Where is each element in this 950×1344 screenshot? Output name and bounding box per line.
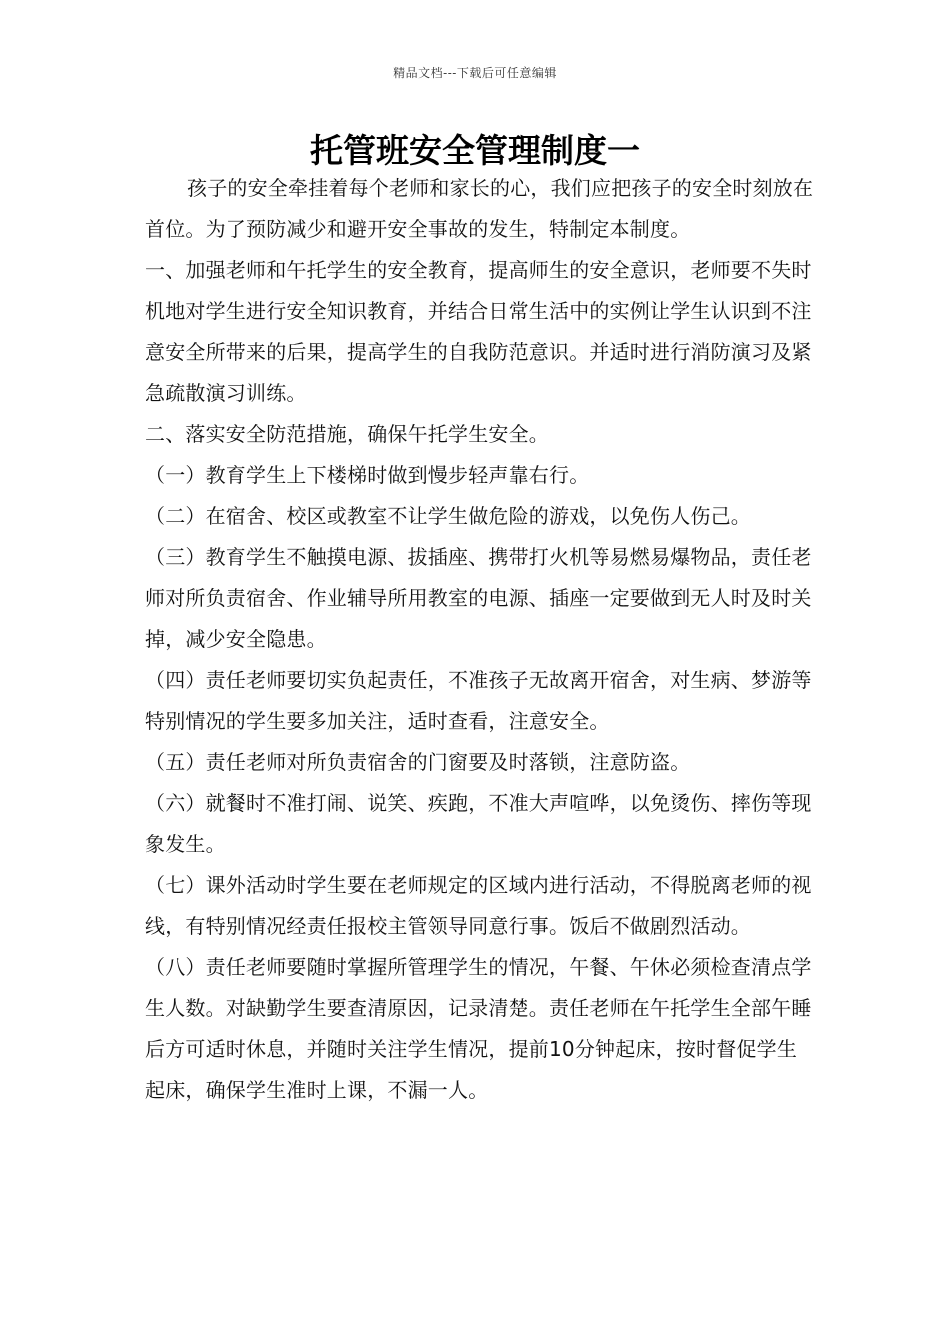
item-five-paragraph: （五）责任老师对所负责宿舍的门窗要及时落锁，注意防盗。 <box>145 750 691 774</box>
item-six-paragraph: （六）就餐时不准打闹、说笑、疾跑，不准大声喧哗，以免烫伤、摔伤等现象发生。 <box>145 791 812 856</box>
page-header-note: 精品文档---下载后可任意编辑 <box>393 66 557 80</box>
item-one-paragraph: （一）教育学生上下楼梯时做到慢步轻声靠右行。 <box>145 463 590 487</box>
item-three-paragraph: （三）教育学生不触摸电源、拔插座、携带打火机等易燃易爆物品，责任老师对所负责宿舍、作业辅导所用教室的电源、插座一定要做到无人时及时关掉，减少安全隐患。 <box>145 545 812 651</box>
item-eight-paragraph: （八）责任老师要随时掌握所管理学生的情况，午餐、午休必须检查清点学生人数。对缺勤学生要查清原因，记录清楚。责任老师在午托学生全部午睡后方可适时休息，并随时关注学生情况，提前10分钟起床，按时督促学生起床，确保学生准时上课，不漏一人。 <box>145 955 812 1102</box>
item-two-paragraph: （二）在宿舍、校区或教室不让学生做危险的游戏，以免伤人伤己。 <box>145 504 751 528</box>
intro-paragraph: 孩子的安全牵挂着每个老师和家长的心，我们应把孩子的安全时刻放在首位。为了预防减少和避开安全事故的发生，特制定本制度。 <box>145 176 814 241</box>
item-seven-paragraph: （七）课外活动时学生要在老师规定的区域内进行活动，不得脱离老师的视线，有特别情况经责任报校主管领导同意行事。饭后不做剧烈活动。 <box>145 873 812 938</box>
section-one-paragraph: 一、加强老师和午托学生的安全教育，提高师生的安全意识，老师要不失时机地对学生进行安全知识教育，并结合日常生活中的实例让学生认识到不注意安全所带来的后果，提高学生的自我防范意识。并适时进行消防演习及紧急疏散演习训练。 <box>145 258 812 405</box>
item-four-paragraph: （四）责任老师要切实负起责任，不准孩子无故离开宿舍，对生病、梦游等特别情况的学生要多加关注，适时查看，注意安全。 <box>145 668 812 733</box>
document-body <box>145 168 815 1111</box>
section-two-heading: 二、落实安全防范措施，确保午托学生安全。 <box>145 422 549 446</box>
document-title: 托管班安全管理制度一 <box>310 131 640 170</box>
